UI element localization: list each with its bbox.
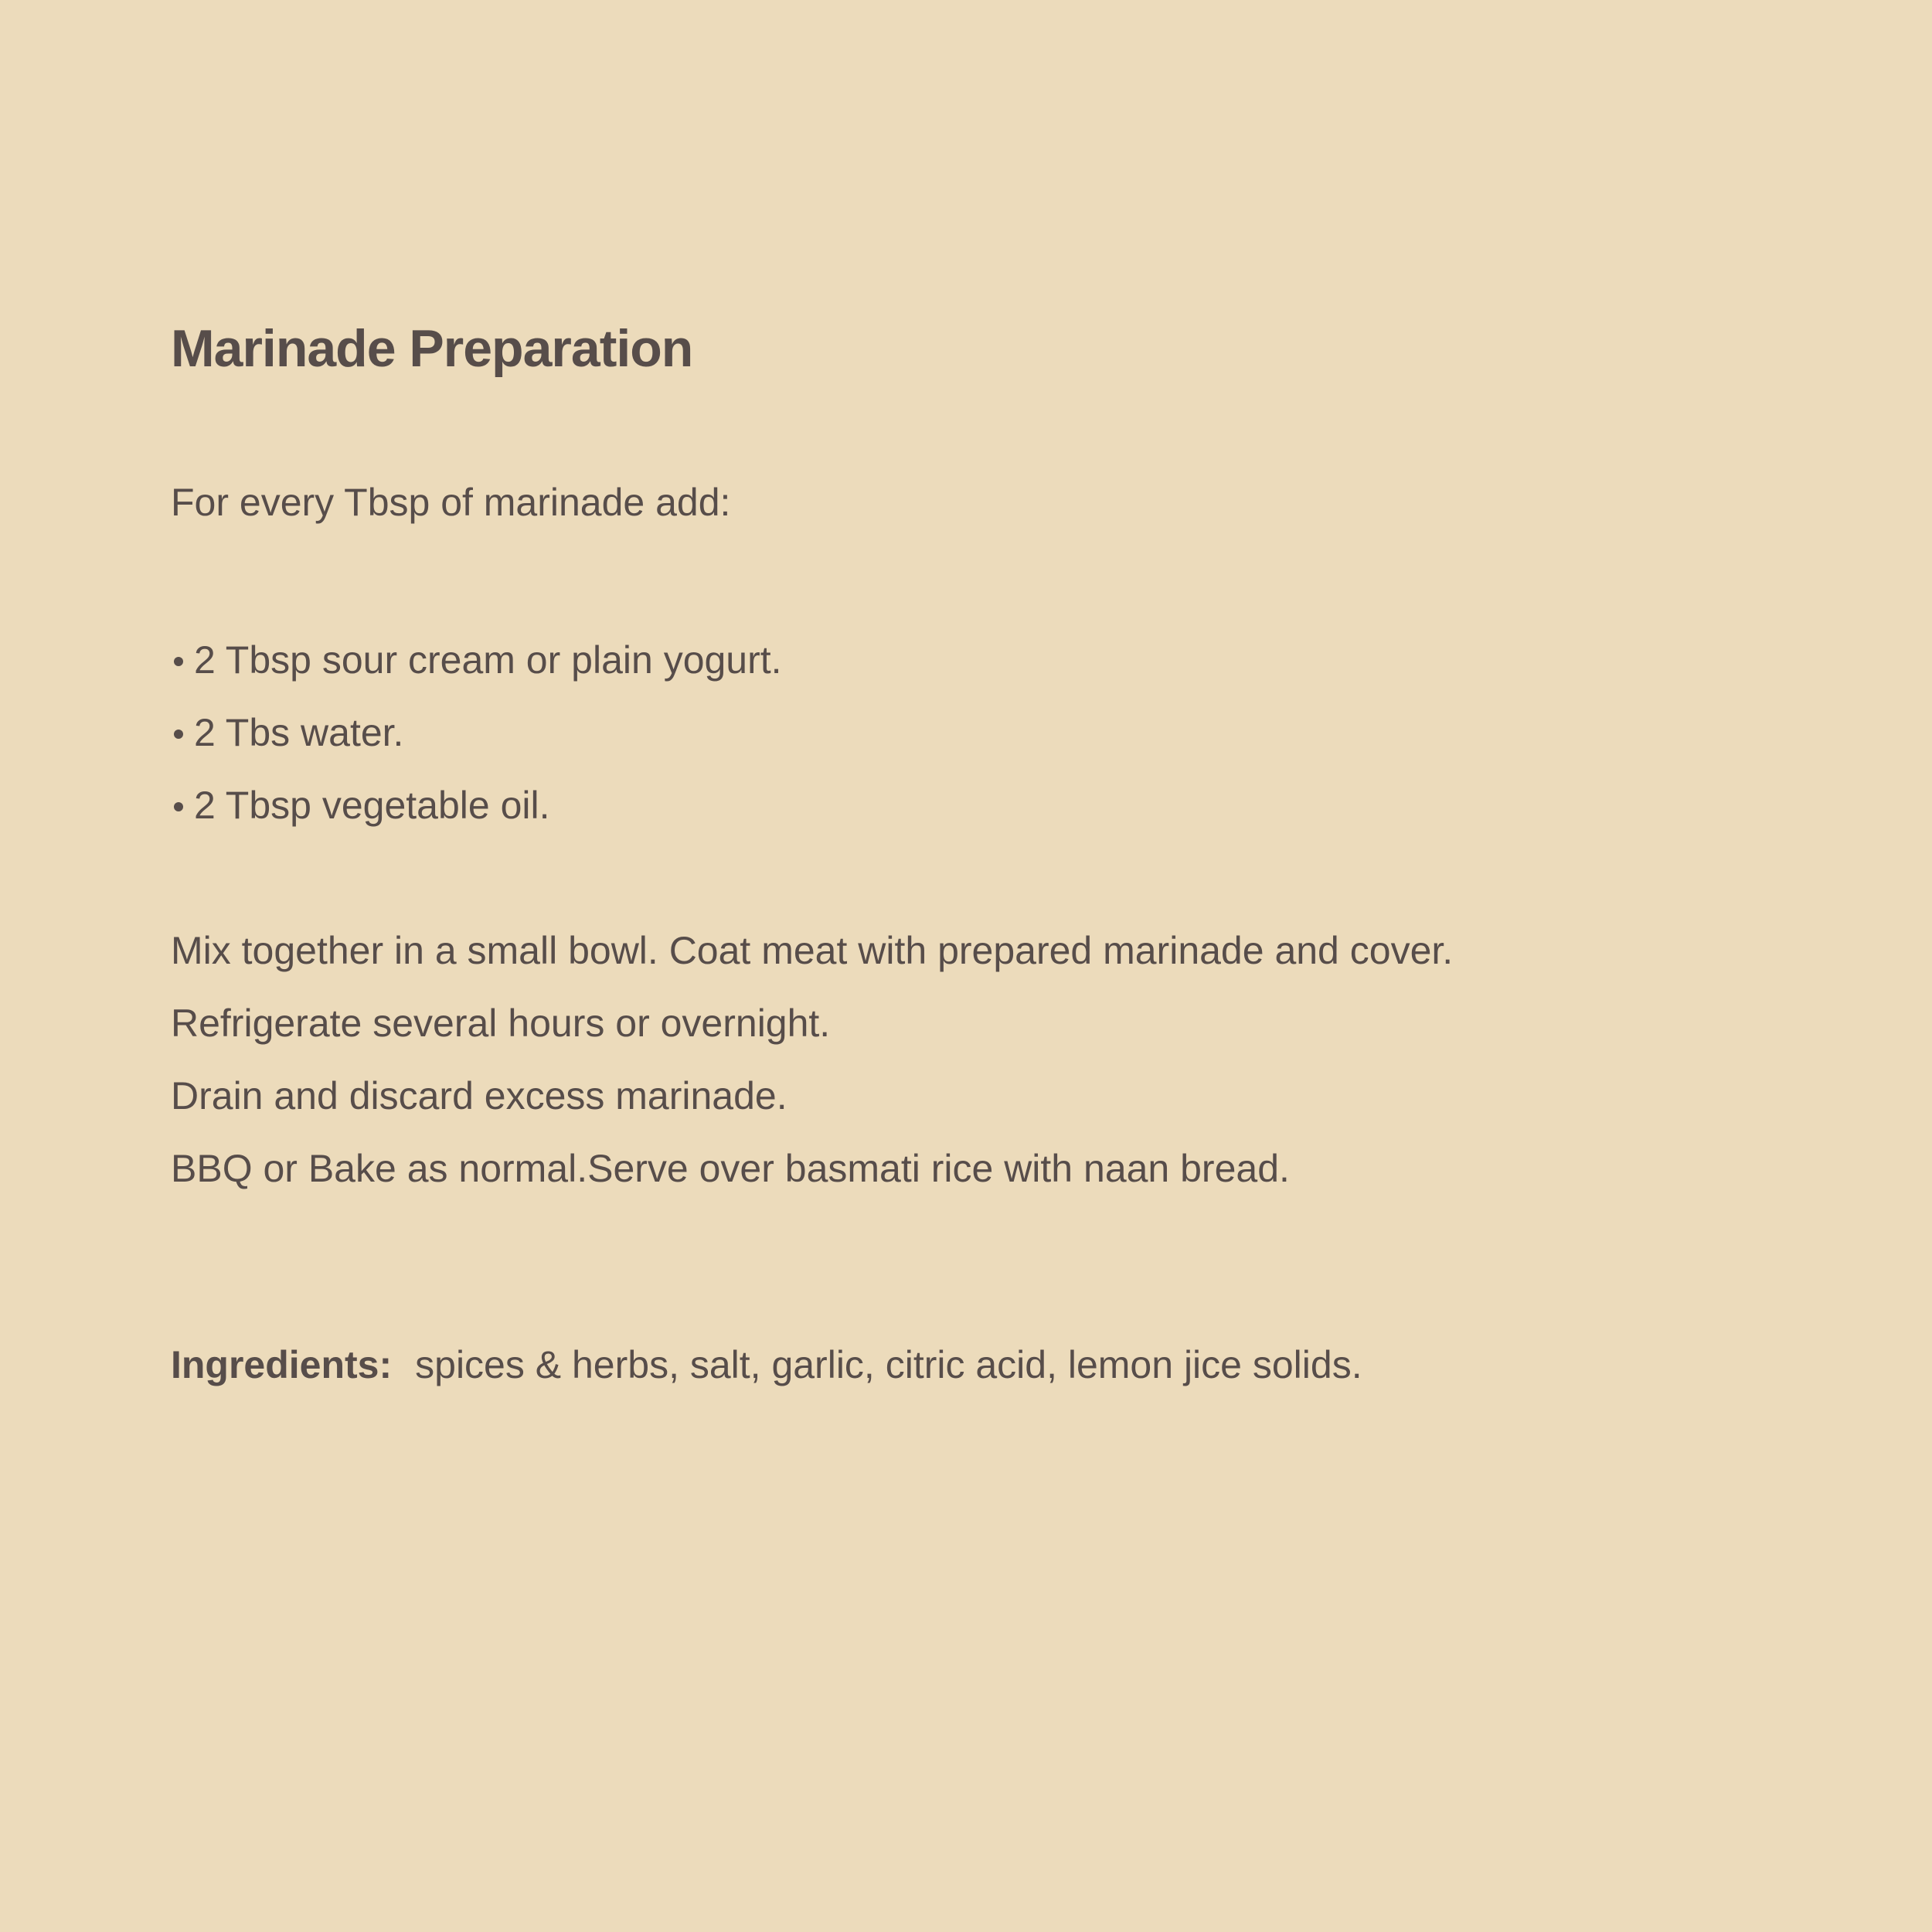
- bullet-icon: [174, 802, 183, 811]
- intro-text: For every Tbsp of marinade add:: [171, 481, 731, 524]
- list-item: [171, 769, 782, 842]
- bullet-icon: [174, 730, 183, 739]
- list-item: [171, 696, 782, 769]
- instruction-line: BBQ or Bake as normal.Serve over basmati rice with naan bread.: [171, 1147, 1290, 1190]
- list-item-label: 2 Tbsp sour cream or plain yogurt.: [194, 638, 782, 682]
- list-item-label: 2 Tbs water.: [194, 711, 404, 754]
- ingredients-label: Ingredients:: [171, 1343, 393, 1386]
- list-item-label: 2 Tbsp vegetable oil.: [194, 784, 550, 827]
- list-item: [171, 624, 782, 696]
- bullet-icon: [174, 657, 183, 666]
- ingredients-text: spices & herbs, salt, garlic, citric acid, lemon jice solids.: [415, 1343, 1362, 1386]
- instruction-line: Drain and discard excess marinade.: [171, 1074, 787, 1117]
- instruction-line: Mix together in a small bowl. Coat meat with prepared marinade and cover.: [171, 929, 1454, 972]
- instruction-line: Refrigerate several hours or overnight.: [171, 1002, 831, 1045]
- instructions-list: [171, 914, 1453, 1205]
- marinade-ingredient-list: [171, 624, 782, 842]
- ingredients-section: [171, 1342, 1362, 1388]
- page-title: Marinade Preparation: [171, 319, 693, 378]
